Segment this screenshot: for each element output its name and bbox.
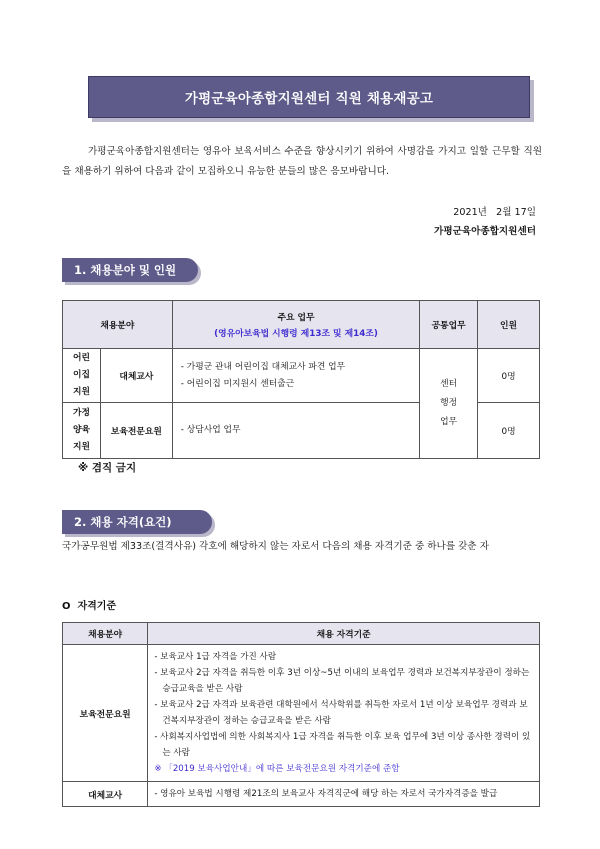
common-duty-cell: 센터 행정 업무 (420, 349, 478, 459)
duty-item: - 어린이집 미지원시 센터출근 (180, 378, 295, 389)
table-row (63, 349, 540, 403)
criteria-header-row (63, 623, 540, 645)
announcement-date: 2021년 2월 17일 (453, 207, 536, 218)
duty-item: - 상담사업 업무 (180, 425, 241, 435)
header-duty-label: 주요 업무 (277, 313, 315, 323)
recruitment-table (62, 300, 540, 459)
row-category: 가정 양육 지원 (63, 403, 101, 459)
criteria-table (62, 622, 540, 807)
qualification-intro: 국가공무원법 제33조(결격사유) 각호에 해당하지 않는 자로서 다음의 채용 자격기준 중 하나를 갖춘 자 (62, 541, 489, 552)
criteria-header-criteria: 채용 자격기준 (148, 623, 540, 645)
row-role: 보육전문요원 (100, 403, 172, 459)
header-common: 공통업무 (420, 301, 478, 349)
organization-name: 가평군육아종합지원센터 (434, 226, 536, 237)
section2-heading: 2. 채용 자격(요건) (62, 510, 212, 534)
criteria-title: O 자격기준 (62, 601, 117, 612)
criteria-item: - 보육교사 1급 자격을 가진 사람 (154, 652, 277, 662)
criteria-item: - 보육교사 2급 자격을 취득한 이후 3년 이상~5년 이내의 보육업무 경력과 보건복지부장관이 정하는 승급교육을 받은 사람 (154, 668, 530, 694)
page-title: 가평군육아종합지원센터 직원 채용재공고 (88, 76, 530, 118)
row-role: 대체교사 (100, 349, 172, 403)
row-duties (172, 349, 419, 403)
table-header-row (63, 301, 540, 349)
criteria-field: 대체교사 (63, 782, 148, 807)
row-duties (172, 403, 419, 459)
row-count: 0명 (478, 349, 540, 403)
criteria-field: 보육전문요원 (63, 645, 148, 782)
criteria-items (148, 645, 540, 782)
header-count: 인원 (478, 301, 540, 349)
no-concurrent-job-note: ※ 겸직 금지 (78, 462, 137, 474)
criteria-item: - 보육교사 2급 자격과 보육관련 대학원에서 석사학위를 취득한 자로서 1년 이상 보육업무 경력과 보건복지부장관이 정하는 승급교육을 받은 사람 (154, 700, 528, 726)
section1-heading: 1. 채용분야 및 인원 (62, 258, 198, 282)
intro-paragraph: 가평군육아종합지원센터는 영유아 보육서비스 수준을 향상시키기 위하여 사명감을 가지고 일할 근무할 직원을 채용하기 위하여 다음과 같이 모집하오니 유능한 분들의 많은 응모바랍니다. (62, 146, 542, 177)
criteria-items (148, 782, 540, 807)
table-row (63, 645, 540, 782)
criteria-header-field: 채용분야 (63, 623, 148, 645)
criteria-highlight: ※ 「2019 보육사업안내」에 따른 보육전문요원 자격기준에 준함 (154, 764, 400, 774)
header-duty (172, 301, 419, 349)
criteria-item: - 영유아 보육법 시행령 제21조의 보육교사 자격직군에 해당 하는 자로서 국가자격증을 발급 (154, 789, 498, 799)
header-duty-sub: (영유아보육법 시행령 제13조 및 제14조) (214, 329, 378, 339)
duty-item: - 가평군 관내 어린이집 대체교사 파견 업무 (180, 361, 346, 372)
table-row (63, 782, 540, 807)
criteria-item: - 사회복지사업법에 의한 사회복지사 1급 자격을 취득한 이후 보육 업무에 3년 이상 종사한 경력이 있는 사람 (154, 732, 531, 758)
row-count: 0명 (478, 403, 540, 459)
row-category: 어린 이집 지원 (63, 349, 101, 403)
header-field: 채용분야 (63, 301, 173, 349)
